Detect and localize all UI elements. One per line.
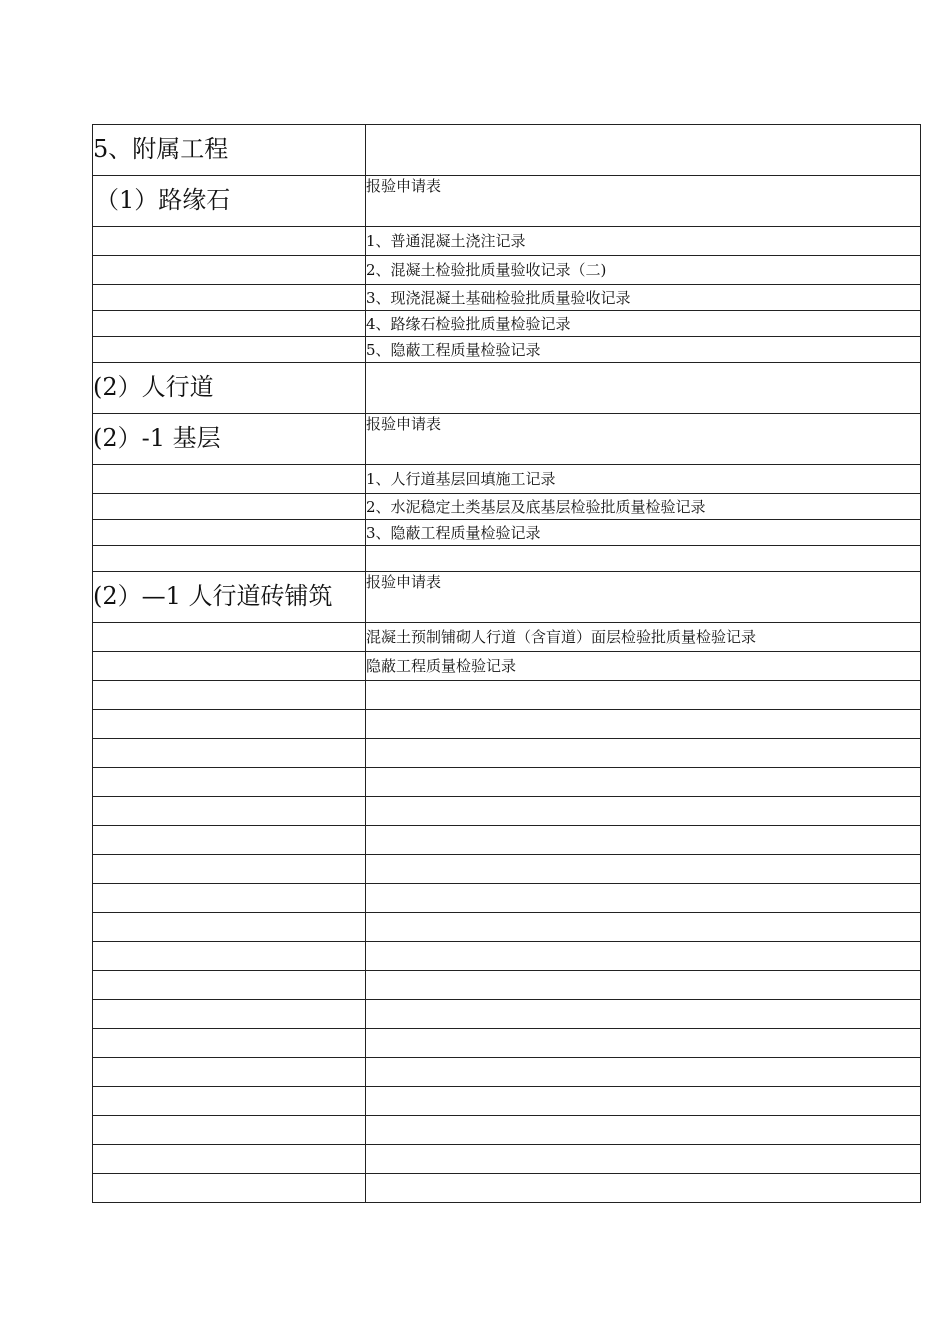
- table-row: [93, 652, 921, 681]
- section-note: [366, 363, 921, 414]
- empty-row: [93, 971, 921, 1000]
- empty-cell: [93, 1174, 366, 1203]
- record-item: 隐蔽工程质量检验记录: [366, 652, 921, 681]
- section-row: [93, 176, 921, 227]
- empty-cell: [366, 710, 921, 739]
- empty-cell: [93, 1029, 366, 1058]
- empty-cell: [366, 884, 921, 913]
- empty-row: [93, 855, 921, 884]
- empty-row: [93, 1000, 921, 1029]
- record-item: 2、水泥稳定土类基层及底基层检验批质量检验记录: [366, 494, 921, 520]
- empty-cell: [93, 1058, 366, 1087]
- empty-row: [93, 1145, 921, 1174]
- empty-cell: [93, 227, 366, 256]
- empty-cell: [93, 884, 366, 913]
- empty-cell: [366, 739, 921, 768]
- record-item: 5、隐蔽工程质量检验记录: [366, 337, 921, 363]
- table-row: [93, 285, 921, 311]
- empty-cell: [93, 913, 366, 942]
- empty-cell: [366, 1087, 921, 1116]
- section-row: [93, 125, 921, 176]
- empty-cell: [93, 710, 366, 739]
- section-row: [93, 572, 921, 623]
- empty-cell: [93, 1116, 366, 1145]
- empty-cell: [366, 1145, 921, 1174]
- table-row: [93, 465, 921, 494]
- record-item: 1、人行道基层回填施工记录: [366, 465, 921, 494]
- empty-row: [93, 1174, 921, 1203]
- empty-row: [93, 681, 921, 710]
- empty-cell: [366, 971, 921, 1000]
- empty-cell: [366, 797, 921, 826]
- section-note: [366, 125, 921, 176]
- table-row: [93, 546, 921, 572]
- empty-row: [93, 739, 921, 768]
- empty-cell: [93, 681, 366, 710]
- empty-row: [93, 710, 921, 739]
- table-row: [93, 337, 921, 363]
- empty-cell: [93, 971, 366, 1000]
- section-note: 报验申请表: [366, 572, 921, 623]
- empty-cell: [366, 1029, 921, 1058]
- empty-cell: [93, 739, 366, 768]
- empty-cell: [366, 1116, 921, 1145]
- empty-cell: [366, 942, 921, 971]
- empty-cell: [93, 942, 366, 971]
- section-heading: （1）路缘石: [93, 176, 366, 227]
- empty-cell: [93, 520, 366, 546]
- empty-row: [93, 1087, 921, 1116]
- empty-row: [93, 913, 921, 942]
- record-item: 混凝土预制铺砌人行道（含盲道）面层检验批质量检验记录: [366, 623, 921, 652]
- table-row: [93, 256, 921, 285]
- record-item: 4、路缘石检验批质量检验记录: [366, 311, 921, 337]
- empty-cell: [93, 256, 366, 285]
- empty-cell: [366, 1058, 921, 1087]
- empty-cell: [366, 1174, 921, 1203]
- section-row: [93, 363, 921, 414]
- empty-cell: [93, 1087, 366, 1116]
- empty-cell: [93, 285, 366, 311]
- section-note: 报验申请表: [366, 176, 921, 227]
- empty-cell: [93, 494, 366, 520]
- empty-cell: [366, 855, 921, 884]
- empty-cell: [93, 1145, 366, 1174]
- empty-cell: [93, 652, 366, 681]
- empty-cell: [93, 826, 366, 855]
- empty-cell: [366, 546, 921, 572]
- empty-cell: [93, 546, 366, 572]
- table-row: [93, 494, 921, 520]
- empty-row: [93, 1116, 921, 1145]
- record-item: 1、普通混凝土浇注记录: [366, 227, 921, 256]
- section-heading: (2）-1 基层: [93, 414, 366, 465]
- section-note: 报验申请表: [366, 414, 921, 465]
- empty-row: [93, 768, 921, 797]
- empty-cell: [93, 1000, 366, 1029]
- table-row: [93, 311, 921, 337]
- record-item: 3、隐蔽工程质量检验记录: [366, 520, 921, 546]
- empty-row: [93, 884, 921, 913]
- table-row: [93, 520, 921, 546]
- empty-cell: [93, 855, 366, 884]
- empty-cell: [93, 797, 366, 826]
- table-row: [93, 227, 921, 256]
- record-item: 3、现浇混凝土基础检验批质量验收记录: [366, 285, 921, 311]
- section-heading: (2）人行道: [93, 363, 366, 414]
- empty-cell: [93, 465, 366, 494]
- section-heading: 5、附属工程: [93, 125, 366, 176]
- section-heading: (2）—1 人行道砖铺筑: [93, 572, 366, 623]
- empty-cell: [366, 768, 921, 797]
- empty-row: [93, 1029, 921, 1058]
- empty-row: [93, 797, 921, 826]
- empty-cell: [366, 681, 921, 710]
- empty-cell: [366, 913, 921, 942]
- empty-cell: [93, 623, 366, 652]
- empty-cell: [366, 826, 921, 855]
- empty-row: [93, 942, 921, 971]
- empty-row: [93, 826, 921, 855]
- empty-row: [93, 1058, 921, 1087]
- empty-cell: [366, 1000, 921, 1029]
- empty-cell: [93, 768, 366, 797]
- empty-cell: [93, 337, 366, 363]
- section-row: [93, 414, 921, 465]
- record-item: 2、混凝土检验批质量验收记录（二): [366, 256, 921, 285]
- inspection-record-table: [92, 124, 921, 1203]
- empty-cell: [93, 311, 366, 337]
- table-row: [93, 623, 921, 652]
